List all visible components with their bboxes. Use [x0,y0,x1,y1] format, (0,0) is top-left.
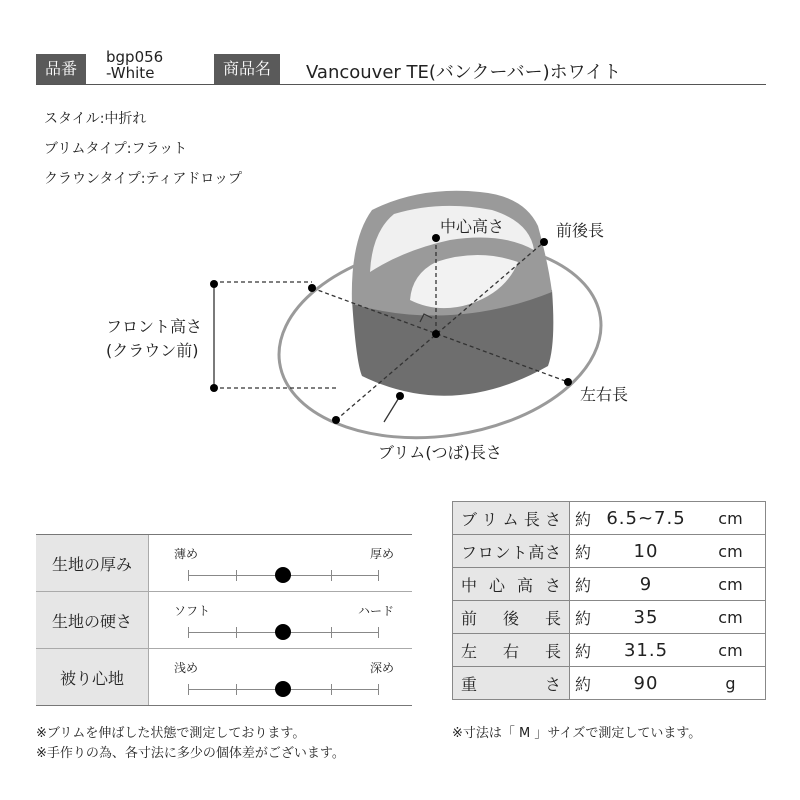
size-value: 35 [596,601,696,634]
size-unit: cm [696,568,766,601]
size-label: 左右長 [461,641,561,661]
rating-level-dot [275,567,291,583]
rating-tick [236,684,237,695]
rating-min-label: ソフト [174,604,211,618]
size-value: 31.5 [596,634,696,667]
size-label: 中心高さ [461,575,561,595]
front-height-label-line2: (クラウン前) [106,341,199,360]
rating-scale [188,575,378,576]
rating-tick [188,627,189,638]
size-value: 6.5~7.5 [596,502,696,535]
front-back-label: 前後長 [556,221,605,240]
rating-tick [331,684,332,695]
size-label-cell [453,667,570,700]
front-height-bottom-dot [210,384,218,392]
rating-scale [188,632,378,633]
size-label: フロント高さ [461,542,561,562]
rating-tick [378,627,379,638]
crown-type-spec: クラウンタイプ:ティアドロップ [44,171,243,187]
rating-max-label: 厚め [369,547,394,561]
product-name-tag: 商品名 [214,54,280,84]
size-label-cell [453,568,570,601]
size-unit: g [696,667,766,700]
size-unit: cm [696,634,766,667]
rating-row [36,592,412,649]
fabric-rating-table [36,534,412,706]
note-brim-measure: ※ブリムを伸ばした状態で測定しております。 [36,726,306,741]
brim-length-dot [396,392,404,400]
size-label: 重さ [461,674,561,694]
size-approx: 約 [570,535,597,568]
note-handmade: ※手作りの為、各寸法に多少の個体差がございます。 [36,746,345,761]
size-value: 90 [596,667,696,700]
size-label: ブリム長さ [461,509,561,529]
rating-level-dot [275,681,291,697]
rating-max-label: ハード [357,604,394,618]
size-table [452,501,766,700]
center-height-bottom-dot [432,330,440,338]
rating-tick [188,684,189,695]
size-row [453,568,766,601]
front-height-top-dot [210,280,218,288]
rating-tick [378,570,379,581]
size-approx: 約 [570,601,597,634]
size-label-cell [453,535,570,568]
rating-max-label: 深め [369,661,394,675]
size-row [453,502,766,535]
size-row [453,601,766,634]
size-row [453,535,766,568]
left-right-right-dot [564,378,572,386]
rating-scale [188,689,378,690]
rating-name: 被り心地 [36,649,149,705]
rating-row [36,649,412,705]
center-height-label: 中心高さ [440,217,505,236]
left-right-label: 左右長 [580,385,629,404]
front-back-back-dot [540,238,548,246]
size-row [453,634,766,667]
rating-tick [236,570,237,581]
product-name: Vancouver TE(バンクーバー)ホワイト [306,62,622,83]
rating-name: 生地の硬さ [36,592,149,648]
rating-tick [331,570,332,581]
size-approx: 約 [570,667,597,700]
brim-length-label: ブリム(つば)長さ [378,443,502,462]
note-size-basis: ※寸法は「 M 」サイズで測定しています。 [452,726,702,741]
size-label-cell [453,601,570,634]
size-approx: 約 [570,502,597,535]
rating-level-dot [275,624,291,640]
rating-min-label: 薄め [174,547,199,561]
rating-min-label: 浅め [174,661,199,675]
size-unit: cm [696,535,766,568]
size-row [453,667,766,700]
item-number-line1: bgp056 [106,48,164,66]
style-spec: スタイル:中折れ [44,111,147,127]
size-approx: 約 [570,634,597,667]
item-number-line2: -White [106,64,155,82]
rating-tick [378,684,379,695]
item-number-tag: 品番 [36,54,86,84]
size-unit: cm [696,502,766,535]
size-unit: cm [696,601,766,634]
front-back-front-dot [332,416,340,424]
size-label-cell [453,502,570,535]
rating-name: 生地の厚み [36,535,149,591]
size-approx: 約 [570,568,597,601]
left-right-left-dot [308,284,316,292]
rating-tick [188,570,189,581]
size-label-cell [453,634,570,667]
brim-type-spec: ブリムタイプ:フラット [44,141,188,157]
rating-tick [331,627,332,638]
front-height-label-line1: フロント高さ [106,317,203,336]
size-value: 9 [596,568,696,601]
rating-tick [236,627,237,638]
size-label: 前後長 [461,608,561,628]
rating-row [36,535,412,592]
size-value: 10 [596,535,696,568]
center-height-top-dot [432,234,440,242]
